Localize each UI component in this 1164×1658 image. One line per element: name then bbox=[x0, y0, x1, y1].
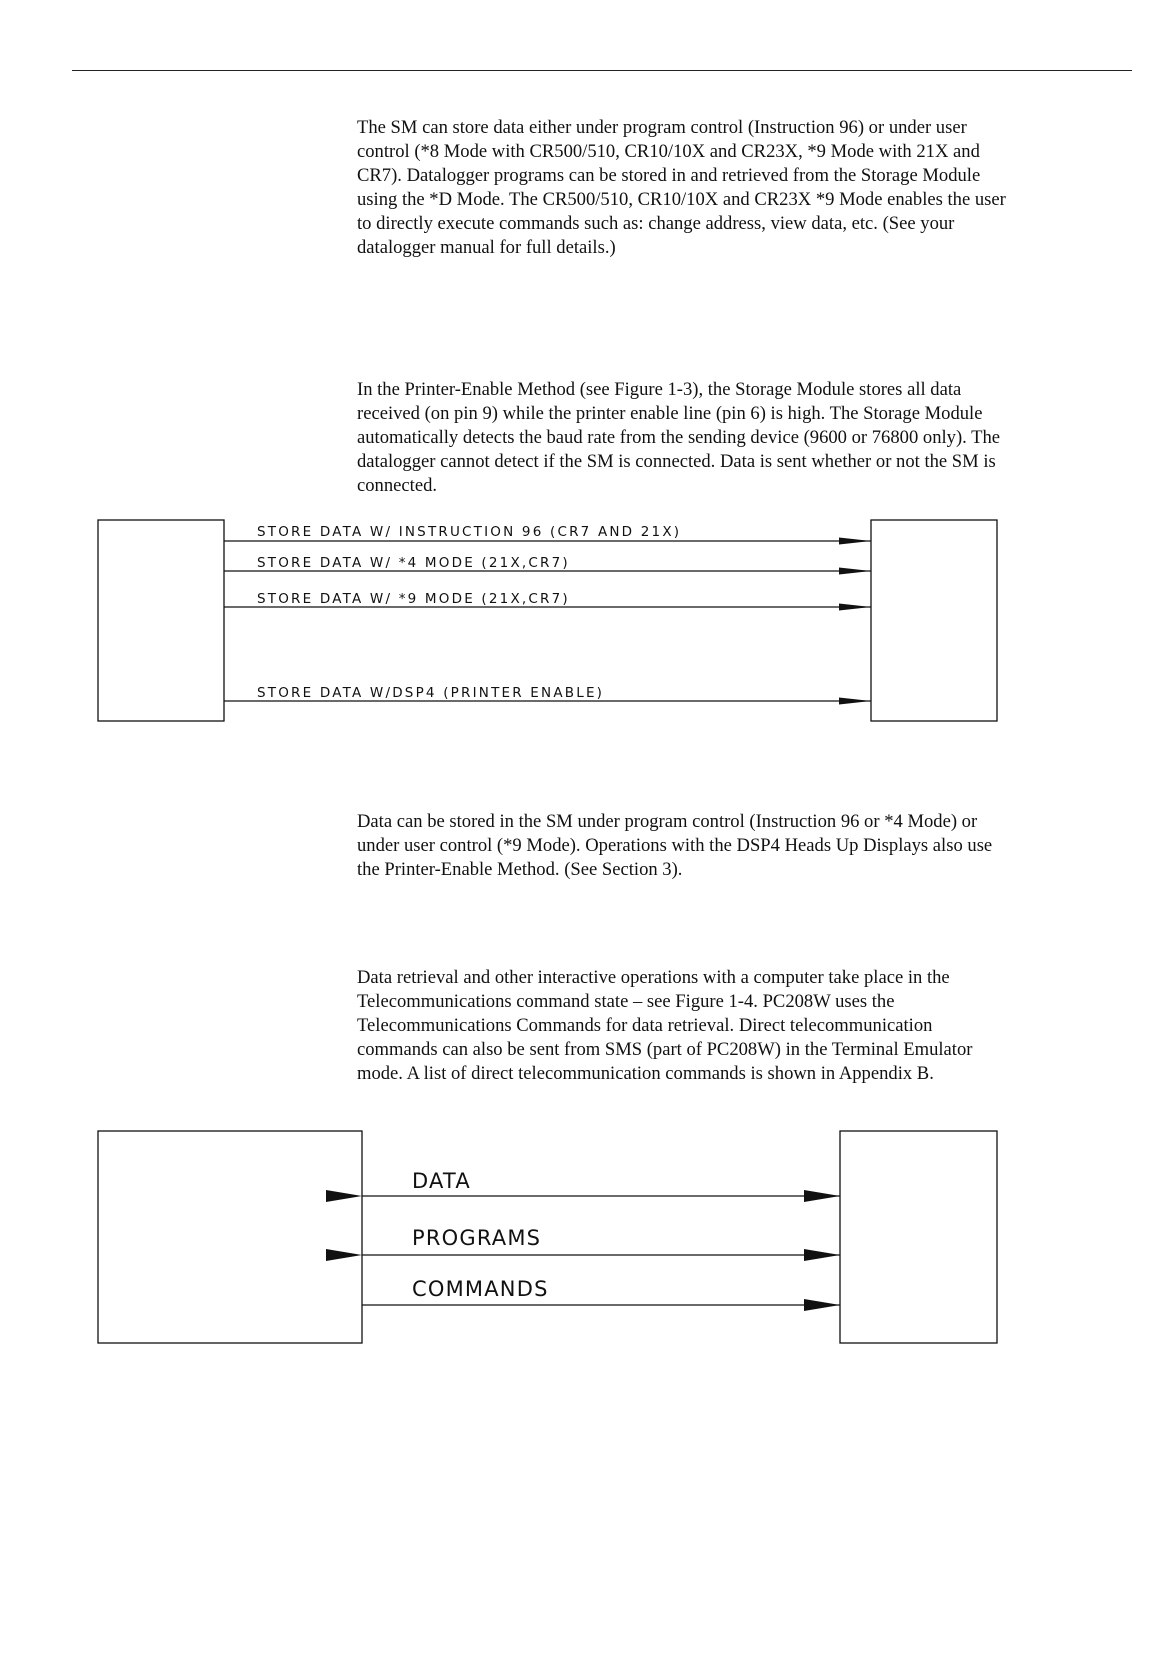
store-label-star9: STORE DATA W/ *9 MODE (21X,CR7) bbox=[257, 591, 570, 607]
paragraph-user-control: The SM can store data either under program control (Instruction 96) or under user control (*8 Mode with CR500/510, CR10/10X and CR23X, *9 Mode with 21X and CR7). Datalogger programs can be stored in and retrieved from the Storage Module using the *D Mode. The CR500/510, CR10/10X and CR23X *9 Mode enables the user to directly execute commands such as: change address, view data, etc. (See your datalogger manual for full details.) bbox=[357, 117, 1006, 258]
paragraph-program-control: Data can be stored in the SM under program control (Instruction 96 or *4 Mode) or under user control (*9 Mode). Operations with the DSP4 Heads Up Displays also use the Printer-Enable Method. (See Section 3). bbox=[357, 811, 993, 880]
sm-box bbox=[840, 1131, 997, 1343]
telecom-label-data: DATA bbox=[412, 1169, 471, 1193]
telecom-label-programs: PROGRAMS bbox=[412, 1226, 542, 1250]
store-label-instruction-96: STORE DATA W/ INSTRUCTION 96 (CR7 AND 21X) bbox=[257, 524, 682, 540]
computer-box bbox=[98, 1131, 362, 1343]
store-label-star4: STORE DATA W/ *4 MODE (21X,CR7) bbox=[257, 555, 570, 571]
store-label-dsp4: STORE DATA W/DSP4 (PRINTER ENABLE) bbox=[257, 685, 605, 701]
paragraph-printer-enable: In the Printer-Enable Method (see Figure 1-3), the Storage Module stores all data received (on pin 9) while the printer enable line (pin 6) is high. The Storage Module automatically detects the baud rate from the sending device (9600 or 76800 only). The datalogger cannot detect if the SM is connected. Data is sent whether or not the SM is connected. bbox=[357, 379, 1001, 496]
paragraph-telecommunications: Data retrieval and other interactive operations with a computer take place in the Telecommunications command state – see Figure 1-4. PC208W uses the Telecommunications Commands for data retrieval. Direct telecommunication commands can also be sent from SMS (part of PC208W) in the Terminal Emulator mode. A list of direct telecommunication commands is shown in Appendix B. bbox=[357, 967, 973, 1084]
telecom-label-commands: COMMANDS bbox=[412, 1277, 549, 1301]
